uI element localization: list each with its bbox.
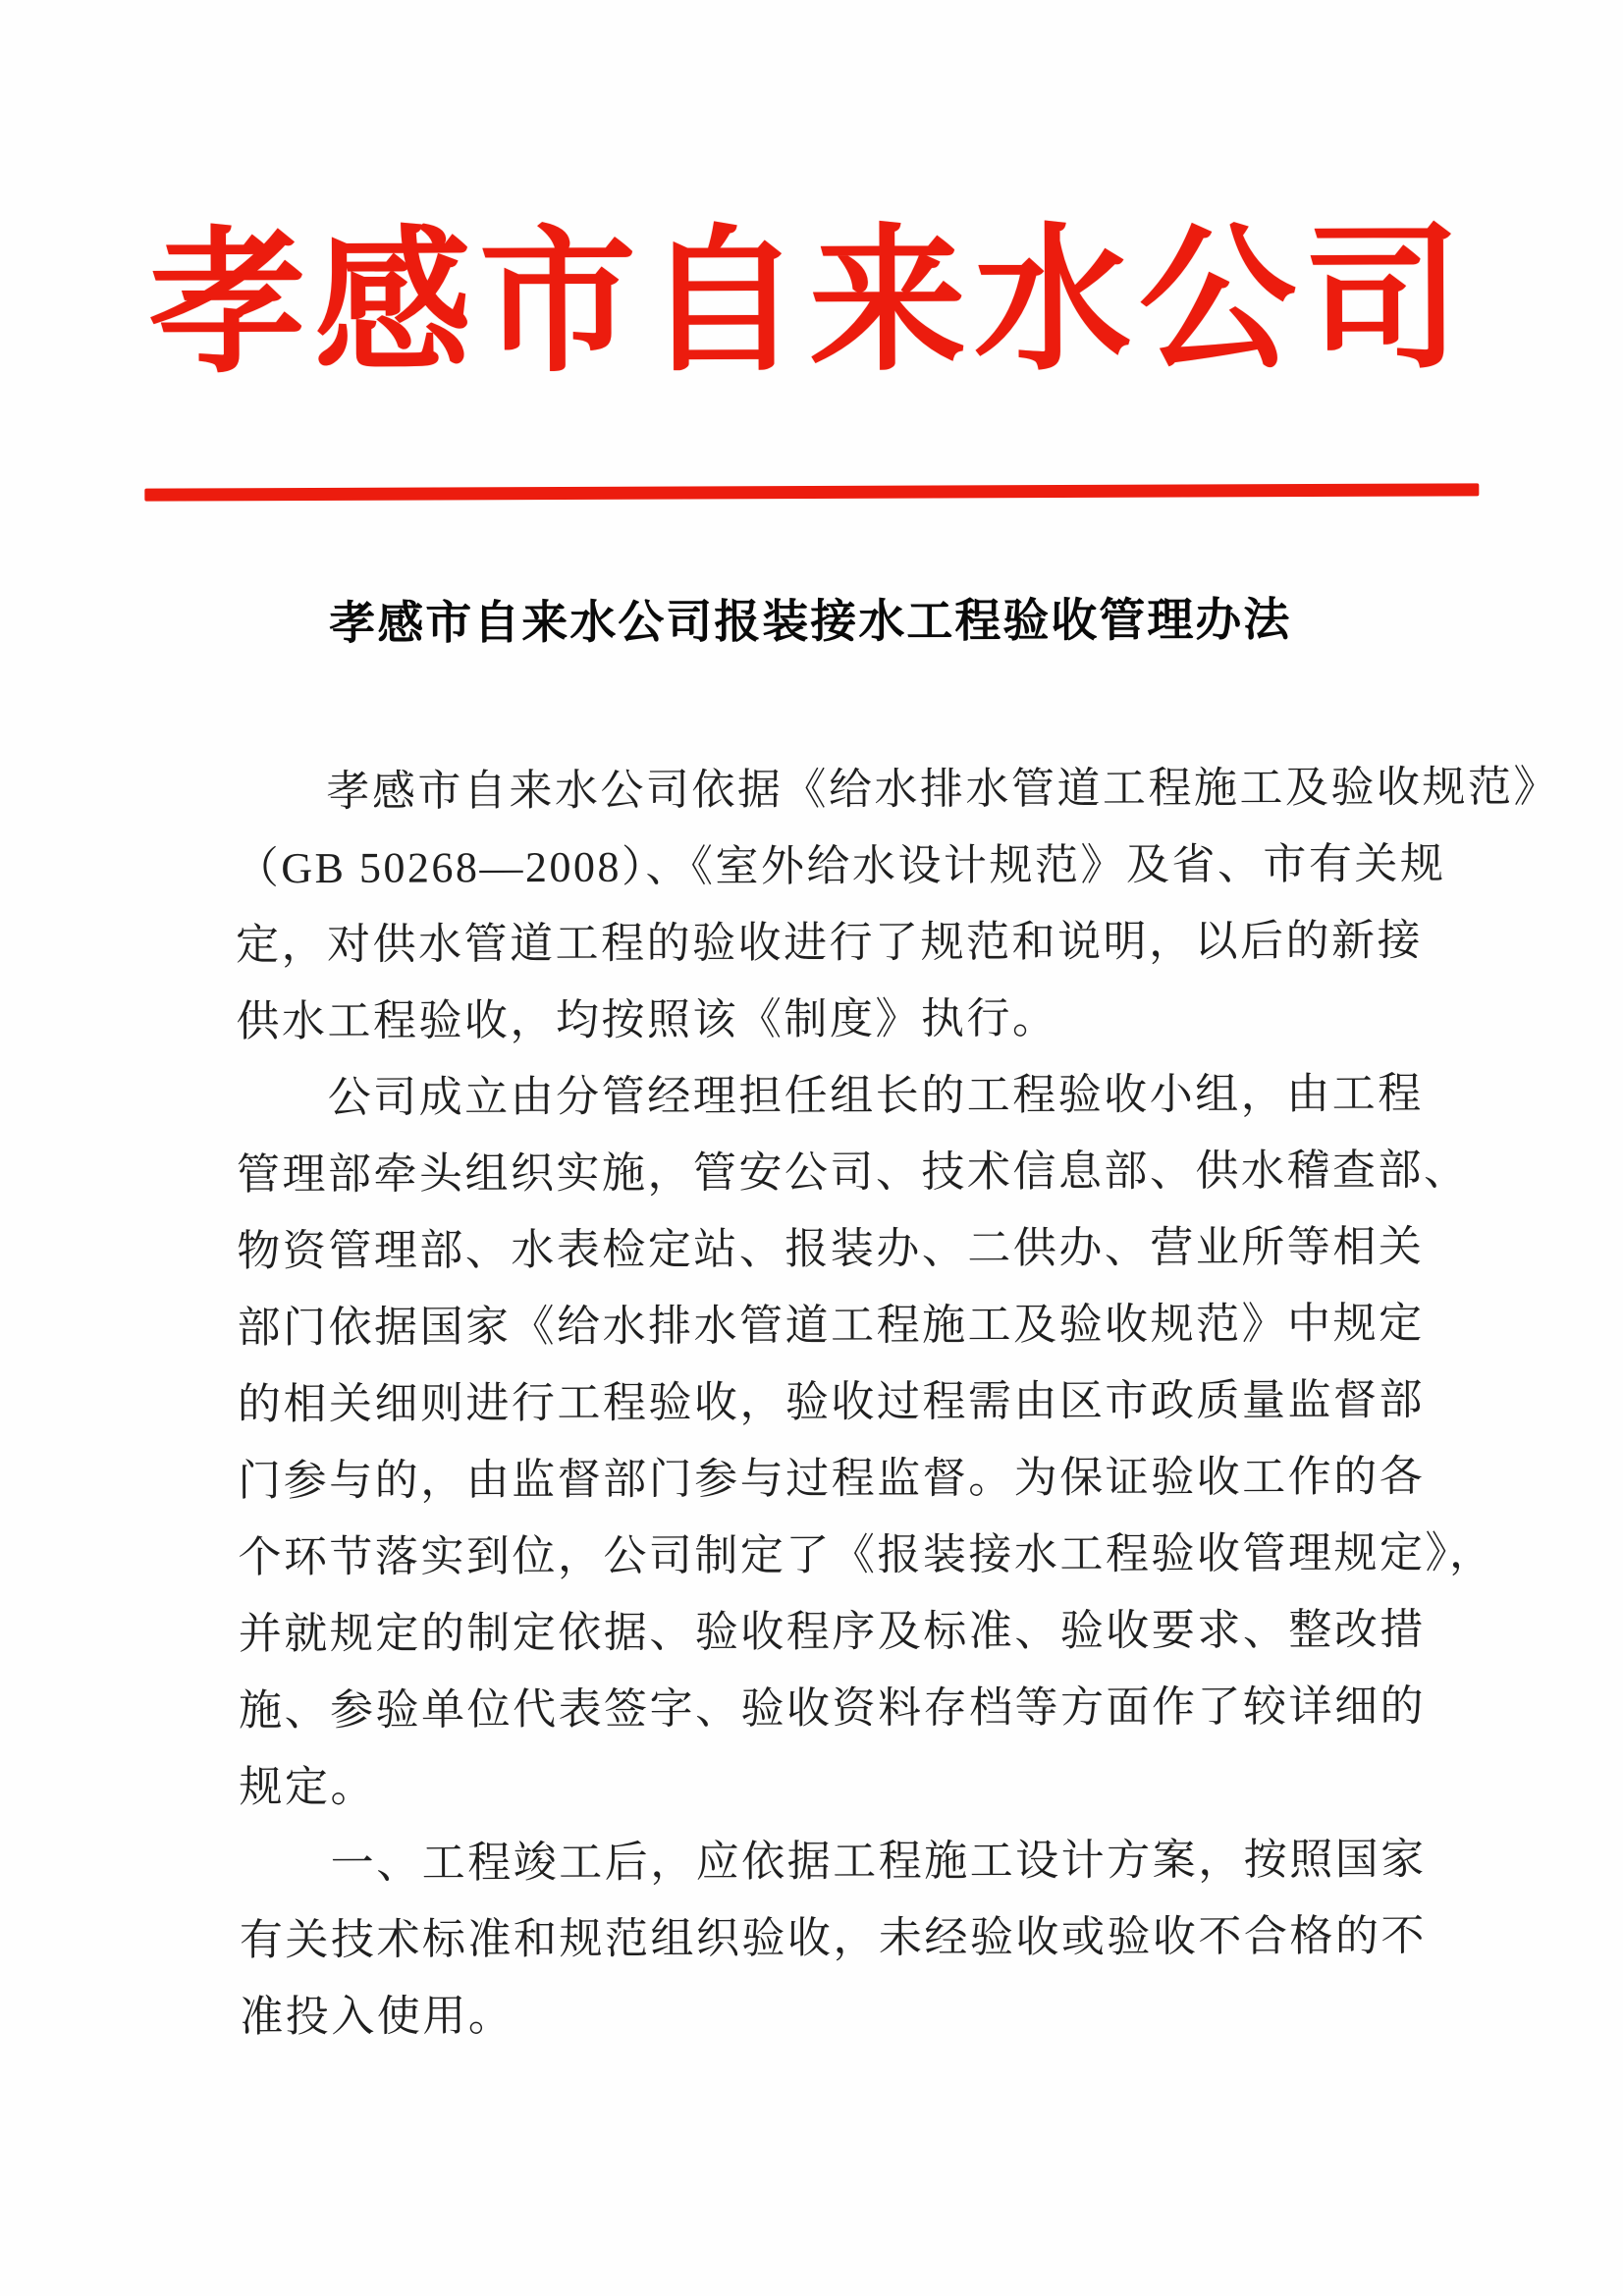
body-line: 供水工程验收，均按照该《制度》执行。 — [236, 994, 1058, 1046]
body-line: 门参与的，由监督部门参与过程监督。为保证验收工作的各 — [238, 1452, 1426, 1506]
body-line: 并就规定的制定依据、验收程序及标准、验收要求、整改措 — [238, 1605, 1426, 1659]
document-title: 孝感市自来水公司报装接水工程验收管理办法 — [329, 595, 1292, 650]
body-line: 准投入使用。 — [240, 1992, 514, 2042]
body-line: 规定。 — [239, 1762, 376, 1812]
body-line: 有关技术标准和规范组织验收，未经验收或验收不合格的不 — [239, 1911, 1428, 1965]
red-divider-line — [144, 483, 1479, 501]
body-line: 孝感市自来水公司依据《给水排水管道工程施工及验收规范》 — [326, 763, 1560, 816]
body-line: 定，对供水管道工程的验收进行了规范和说明，以后的新接 — [236, 916, 1424, 970]
body-line: 一、工程竣工后，应依据工程施工设计方案，按照国家 — [330, 1835, 1427, 1888]
body-line: 管理部牵头组织实施，管安公司、技术信息部、供水稽查部、 — [236, 1146, 1470, 1200]
body-line: 部门依据国家《给水排水管道工程施工及验收规范》中规定 — [237, 1299, 1425, 1353]
body-line: 的相关细则进行工程验收，验收过程需由区市政质量监督部 — [237, 1375, 1425, 1429]
body-line: 物资管理部、水表检定站、报装办、二供办、营业所等相关 — [237, 1222, 1425, 1276]
document-body — [235, 749, 1560, 2056]
company-letterhead: 孝感市自来水公司 — [148, 212, 1470, 393]
body-line: （GB 50268—2008）、《室外给水设计规范》及省、市有关规 — [235, 839, 1446, 893]
body-line: 公司成立由分管经理担任组长的工程验收小组，由工程 — [327, 1069, 1424, 1122]
body-line: 个环节落实到位，公司制定了《报装接水工程验收管理规定》， — [238, 1528, 1495, 1582]
body-line: 施、参验单位代表签字、验收资料存档等方面作了较详细的 — [239, 1682, 1427, 1735]
